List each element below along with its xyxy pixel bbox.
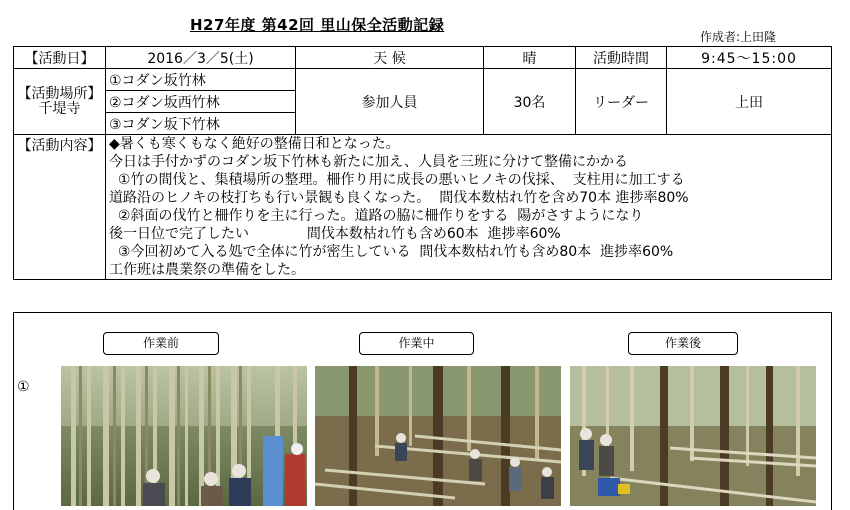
author: 作成者:上田隆: [700, 30, 777, 44]
content-line: 後一日位で完了したい 間伐本数枯れ竹も含め60本 進捗率60%: [109, 226, 561, 242]
content-line: ①竹の間伐と、集積場所の整理。柵作り用に成長の悪いヒノキの伐採、 支柱用に加工する: [109, 172, 685, 188]
place-label: [14, 69, 106, 135]
date-value: 2016／3／5(土): [106, 47, 296, 69]
page-title: H27年度 第42回 里山保全活動記録: [190, 16, 445, 34]
photo-label-before: 作業前: [103, 332, 219, 355]
weather-label: 天 候: [296, 47, 484, 69]
photo-row-number: ①: [17, 379, 30, 395]
content-body: [106, 135, 832, 280]
weather-value: 晴: [484, 47, 576, 69]
place-label-line2: 千堤寺: [38, 100, 81, 117]
participants-label: 参加人員: [296, 69, 484, 135]
place-item-2: ②コダン坂西竹林: [106, 91, 296, 113]
date-label: 【活動日】: [14, 47, 106, 69]
content-line: 工作班は農業祭の準備をした。: [109, 262, 305, 278]
photo-label-during: 作業中: [359, 332, 474, 355]
table-row: [14, 69, 832, 91]
content-line: 道路沿のヒノキの枝打ちも行い景観も良くなった。 間伐本数枯れ竹を含め70本 進捗率80%: [109, 190, 689, 206]
table-row: [14, 135, 832, 280]
photo-label-after: 作業後: [628, 332, 738, 355]
time-label: 活動時間: [576, 47, 667, 69]
photo-before: [61, 366, 307, 506]
leader-label: リーダー: [576, 69, 667, 135]
participants-value: 30名: [484, 69, 576, 135]
photo-during: [315, 366, 561, 506]
content-label: 【活動内容】: [14, 135, 106, 280]
leader-value: 上田: [667, 69, 832, 135]
content-line: 今日は手付かずのコダン坂下竹林も新たに加え、人員を三班に分けて整備にかかる: [109, 154, 628, 170]
photo-after: [570, 366, 816, 506]
content-line: ◆暑くも寒くもなく絶好の整備日和となった。: [109, 136, 400, 152]
table-row: [14, 47, 832, 69]
place-item-1: ①コダン坂竹林: [106, 69, 296, 91]
place-label-line1: 【活動場所】: [17, 85, 102, 102]
place-item-3: ③コダン坂下竹林: [106, 113, 296, 135]
content-line: ②斜面の伐竹と柵作りを主に行った。道路の脇に柵作りをする 陽がさすようになり: [109, 208, 644, 224]
activity-record-table: [13, 46, 832, 280]
content-line: ③今回初めて入る処で全体に竹が密生している 間伐本数枯れ竹も含め80本 進捗率60%: [109, 244, 674, 260]
time-value: 9:45～15:00: [667, 47, 832, 69]
